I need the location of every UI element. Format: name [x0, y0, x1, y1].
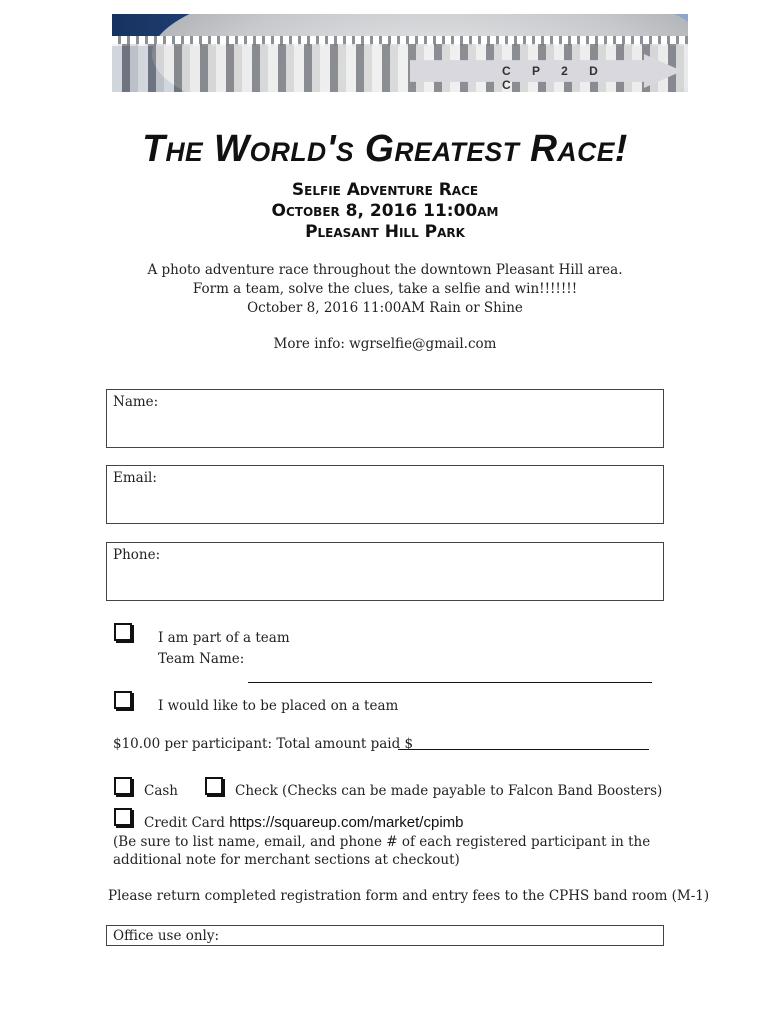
description-line-2: Form a team, solve the clues, take a selfie and win!!!!!!! [192, 281, 578, 297]
team-name-label: Team Name: [158, 651, 245, 667]
team-option-label: I am part of a team [158, 630, 290, 646]
check-checkbox[interactable] [205, 777, 223, 795]
placed-checkbox[interactable] [114, 691, 132, 709]
team-checkbox[interactable] [114, 623, 132, 641]
email-label: Email: [113, 470, 157, 486]
credit-card-label: Credit Card [144, 815, 225, 831]
credit-card-checkbox[interactable] [114, 808, 132, 826]
event-date: October 8, 2016 11:00am [271, 201, 499, 221]
team-name-line[interactable] [248, 682, 652, 683]
credit-card-link[interactable]: https://squareup.com/market/cpimb [229, 814, 464, 831]
name-field[interactable] [106, 389, 664, 448]
return-instructions: Please return completed registration form and entry fees to the CPHS band room (M-1) [108, 888, 710, 904]
description-line-3: October 8, 2016 11:00AM Rain or Shine [247, 300, 523, 316]
check-label: Check (Checks can be made payable to Falcon Band Boosters) [235, 783, 663, 799]
note-line-1: (Be sure to list name, email, and phone # of each registered participant in the [113, 834, 651, 850]
more-info: More info: wgrselfie@gmail.com [273, 336, 497, 352]
event-location: Pleasant Hill Park [305, 222, 465, 242]
cash-label: Cash [144, 783, 179, 799]
event-name: Selfie Adventure Race [291, 180, 479, 200]
office-use-box [106, 925, 664, 946]
phone-field[interactable] [106, 542, 664, 601]
placed-option-label: I would like to be placed on a team [158, 698, 399, 714]
phone-label: Phone: [113, 547, 161, 563]
cash-checkbox[interactable] [114, 777, 132, 795]
header-banner-image [112, 14, 688, 92]
office-use-label: Office use only: [113, 928, 220, 944]
arrow-label: C P 2 D C [502, 64, 607, 92]
note-line-2: additional note for merchant sections at checkout) [113, 852, 460, 868]
fee-text: $10.00 per participant: Total amount paid $ [113, 736, 414, 752]
page-title: The World's Greatest Race! [142, 128, 628, 170]
description-line-1: A photo adventure race throughout the downtown Pleasant Hill area. [147, 262, 623, 278]
name-label: Name: [113, 394, 159, 410]
amount-paid-line[interactable] [398, 749, 649, 750]
email-field[interactable] [106, 465, 664, 524]
